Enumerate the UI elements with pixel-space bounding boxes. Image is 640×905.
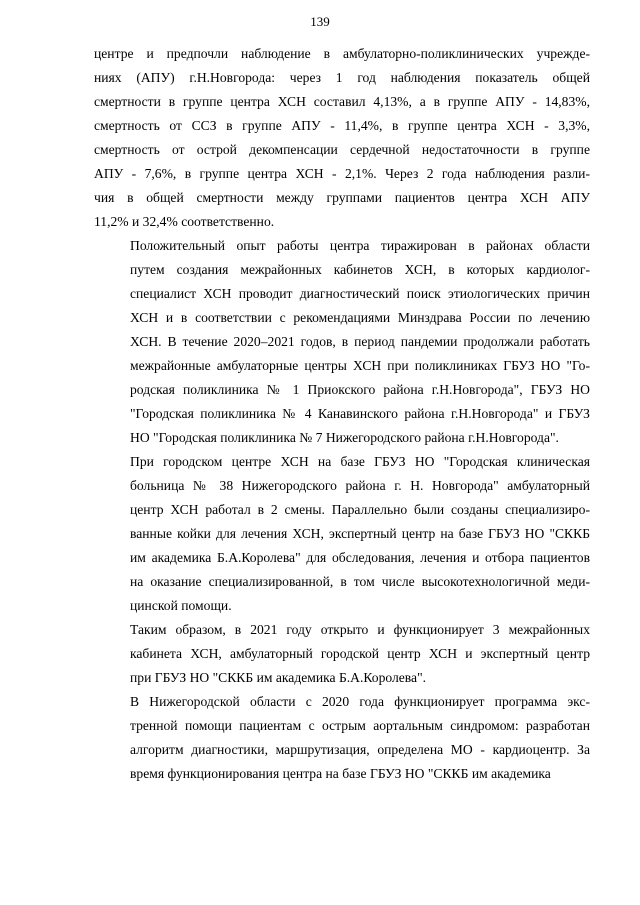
text-line: ниях (АПУ) г.Н.Новгорода: через 1 год наблюдения показатель общей	[94, 70, 590, 85]
text-line: центре и предпочли наблюдение в амбулаторно-поликлинических учрежде-	[94, 46, 590, 61]
text-line: смертности в группе центра ХСН составил 4,13%, а в группе АПУ - 14,83%,	[94, 94, 590, 109]
text-line: цинской помощи.	[130, 598, 232, 613]
text-line: ХСН. В течение 2020–2021 годов, в период пандемии продолжали работать	[130, 334, 590, 349]
text-line: "Городская поликлиника № 4 Канавинского района г.Н.Новгорода" и ГБУЗ	[130, 406, 590, 421]
text-line: путем создания межрайонных кабинетов ХСН, в которых кардиолог-	[130, 262, 590, 277]
text-line: смертность от острой декомпенсации сердечной недостаточности в группе	[94, 142, 590, 157]
text-line: смертность от ССЗ в группе АПУ - 11,4%, в группе центра ХСН - 3,3%,	[94, 118, 590, 133]
text-line: АПУ - 7,6%, в группе центра ХСН - 2,1%. Через 2 года наблюдения разли-	[94, 166, 590, 181]
text-line: им академика Б.А.Королева" для обследования, лечения и отбора пациентов	[130, 550, 590, 565]
text-line: 11,2% и 32,4% соответственно.	[94, 214, 275, 229]
text-line: при ГБУЗ НО "СККБ им академика Б.А.Королева".	[130, 670, 427, 685]
text-line: Таким образом, в 2021 году открыто и функционирует 3 межрайонных	[130, 622, 590, 637]
text-line: ванные койки для лечения ХСН, экспертный центр на базе ГБУЗ НО "СККБ	[130, 526, 590, 541]
paragraph-mortality-results	[94, 42, 590, 234]
text-line: Положительный опыт работы центра тиражирован в районах области	[130, 238, 590, 253]
text-line: специалист ХСН проводит диагностический поиск этиологических причин	[130, 286, 590, 301]
text-line: НО "Городская поликлиника № 7 Нижегородского района г.Н.Новгорода".	[130, 430, 559, 445]
text-line: кабинета ХСН, амбулаторный городской центр ХСН и экспертный центр	[130, 646, 590, 661]
text-line: больница № 38 Нижегородского района г. Н. Новгорода" амбулаторный	[130, 478, 590, 493]
text-line: При городском центре ХСН на базе ГБУЗ НО "Городская клиническая	[130, 454, 590, 469]
text-line: межрайонные амбулаторные центры ХСН при поликлиниках ГБУЗ НО "Го-	[130, 358, 590, 373]
text-line: алгоритм диагностики, маршрутизация, определена МО - кардиоцентр. За	[130, 742, 590, 757]
text-line: чия в общей смертности между группами пациентов центра ХСН АПУ	[94, 190, 590, 205]
paragraph-interdistrict-offices	[94, 234, 590, 450]
page-number: 139	[310, 14, 330, 29]
paragraph-summary	[94, 618, 590, 690]
text-line: ХСН и в соответствии с рекомендациями Минздрава России по лечению	[130, 310, 590, 325]
paragraph-aortic-program	[94, 690, 590, 786]
paragraph-city-center	[94, 450, 590, 618]
text-line: родская поликлиника № 1 Приокского района г.Н.Новгорода", ГБУЗ НО	[130, 382, 590, 397]
document-body	[94, 42, 590, 786]
text-line: на оказание специализированной, в том числе высокотехнологичной меди-	[130, 574, 590, 589]
text-line: центр ХСН работал в 2 смены. Параллельно были созданы специализиро-	[130, 502, 590, 517]
text-line: время функционирования центра на базе ГБУЗ НО "СККБ им академика	[130, 766, 551, 781]
text-line: В Нижегородской области с 2020 года функционирует программа экс-	[130, 694, 590, 709]
text-line: тренной помощи пациентам с острым аортальным синдромом: разработан	[130, 718, 590, 733]
